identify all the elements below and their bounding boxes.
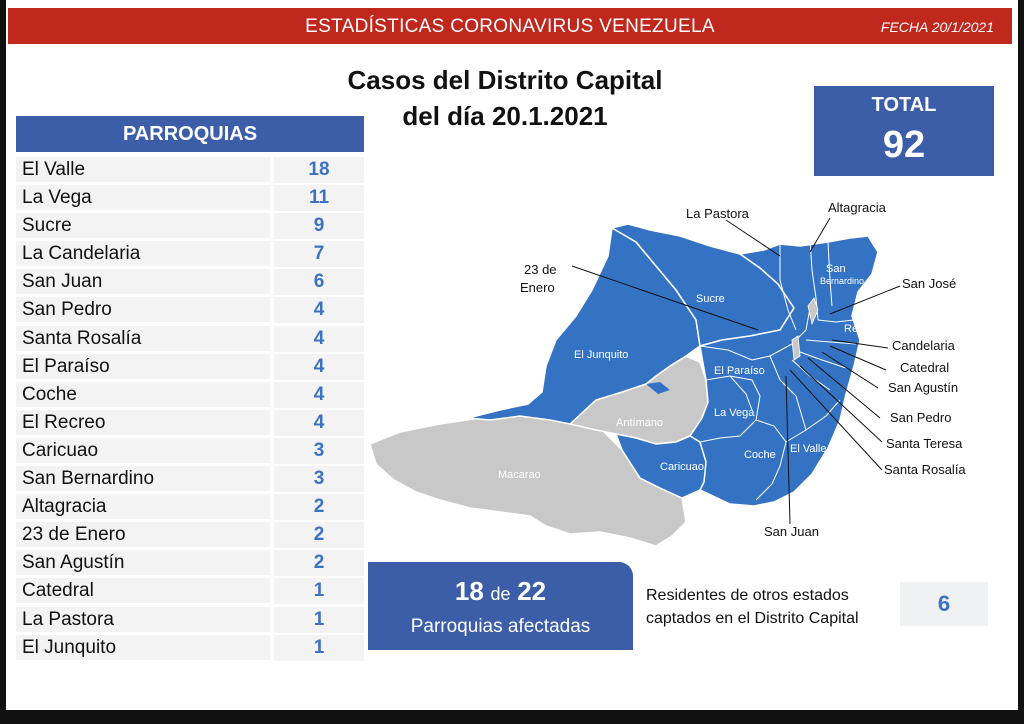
parish-name: El Recreo — [16, 410, 270, 436]
callout-la-pastora: La Pastora — [686, 206, 749, 221]
parish-cases: 1 — [274, 635, 364, 661]
table-header: PARROQUIAS — [16, 116, 364, 152]
map-label-el-recreo-2: Recreo — [844, 323, 880, 335]
parish-cases: 6 — [274, 269, 364, 295]
table-row — [16, 325, 364, 353]
parish-name: Caricuao — [16, 438, 270, 464]
parish-name: 23 de Enero — [16, 522, 270, 548]
parish-name: Sucre — [16, 213, 270, 239]
callout-san-jose: San José — [902, 276, 957, 291]
parish-name: Santa Rosalía — [16, 326, 270, 352]
map-label-san-bernardino-1: San — [826, 263, 846, 275]
parish-name: Coche — [16, 382, 270, 408]
map-label-san-bernardino-2: Bernardino — [820, 276, 865, 286]
table-row — [16, 156, 364, 184]
left-border — [0, 0, 6, 724]
table-row — [16, 268, 364, 296]
header-bar — [8, 8, 1012, 44]
parish-name: El Valle — [16, 157, 270, 183]
callout-santa-rosalia: Santa Rosalía — [884, 462, 966, 477]
title-line-2: del día 20.1.2021 — [402, 101, 608, 131]
parish-name: Catedral — [16, 578, 270, 604]
parish-cases: 3 — [274, 466, 364, 492]
table-row — [16, 212, 364, 240]
map-label-el-junquito: El Junquito — [574, 349, 629, 361]
header-title: ESTADÍSTICAS CORONAVIRUS VENEZUELA — [305, 16, 715, 37]
parish-name: La Candelaria — [16, 241, 270, 267]
parish-name: El Paraíso — [16, 354, 270, 380]
table-row — [16, 184, 364, 212]
total-box — [814, 86, 994, 176]
parish-cases: 1 — [274, 607, 364, 633]
parish-name: San Pedro — [16, 297, 270, 323]
table-row — [16, 465, 364, 493]
table-row — [16, 381, 364, 409]
map-label-caricuao: Caricuao — [660, 461, 705, 473]
parish-name: La Vega — [16, 185, 270, 211]
parish-name: La Pastora — [16, 607, 270, 633]
parish-cases: 4 — [274, 410, 364, 436]
parish-name: Altagracia — [16, 494, 270, 520]
parish-cases: 4 — [274, 382, 364, 408]
table-row — [16, 240, 364, 268]
parish-cases: 3 — [274, 438, 364, 464]
map-label-la-vega: La Vega — [714, 407, 755, 419]
table-row — [16, 549, 364, 577]
parish-name: San Bernardino — [16, 466, 270, 492]
callout-23-de-enero-2: Enero — [520, 280, 555, 295]
map-label-el-valle: El Valle — [790, 443, 827, 455]
parish-table — [16, 156, 364, 662]
parish-cases: 7 — [274, 241, 364, 267]
callout-candelaria: Candelaria — [892, 338, 955, 353]
callout-23-de-enero-1: 23 de — [524, 262, 557, 277]
map-label-coche: Coche — [744, 449, 776, 461]
table-row — [16, 521, 364, 549]
map-label-el-paraiso: El Paraíso — [714, 365, 765, 377]
affected-label: Parroquias afectadas — [410, 616, 591, 637]
parish-name: El Junquito — [16, 635, 270, 661]
residents-value: 6 — [900, 582, 988, 626]
callout-santa-teresa: Santa Teresa — [886, 436, 963, 451]
total-label: TOTAL — [871, 94, 937, 116]
callout-altagracia: Altagracia — [828, 200, 886, 215]
parish-cases: 18 — [274, 157, 364, 183]
header-date: FECHA 20/1/2021 — [880, 19, 994, 35]
affected-count-line — [368, 576, 633, 607]
affected-count: 18 — [454, 576, 484, 606]
right-border — [1018, 0, 1024, 724]
callout-san-juan: San Juan — [764, 524, 819, 539]
map-label-el-recreo-1: El — [860, 307, 870, 319]
parish-name: San Juan — [16, 269, 270, 295]
table-row — [16, 296, 364, 324]
affected-parishes-box — [368, 562, 633, 650]
residents-line-1: Residentes de otros estados — [646, 587, 849, 604]
title-line-1: Casos del Distrito Capital — [347, 65, 663, 95]
parish-cases: 4 — [274, 326, 364, 352]
parish-cases: 1 — [274, 578, 364, 604]
callout-san-pedro: San Pedro — [890, 410, 952, 425]
table-row — [16, 634, 364, 662]
affected-connector: de — [490, 584, 511, 604]
table-row — [16, 437, 364, 465]
parish-cases: 2 — [274, 494, 364, 520]
residents-line-2: captados en el Distrito Capital — [646, 610, 859, 627]
table-row — [16, 353, 364, 381]
map-label-antimano: Antímano — [616, 417, 664, 429]
residents-text — [646, 584, 896, 630]
bottom-border — [0, 710, 1024, 724]
callout-catedral: Catedral — [900, 360, 950, 375]
parish-cases: 11 — [274, 185, 364, 211]
affected-of: 22 — [517, 576, 547, 606]
map-label-macarao: Macarao — [498, 469, 541, 481]
callout-san-agustin: San Agustín — [888, 380, 959, 395]
parish-name: San Agustín — [16, 550, 270, 576]
parish-cases: 4 — [274, 354, 364, 380]
map-label-sucre: Sucre — [696, 293, 725, 305]
table-row — [16, 606, 364, 634]
total-value: 92 — [882, 124, 926, 166]
parish-cases: 4 — [274, 297, 364, 323]
parish-cases: 2 — [274, 550, 364, 576]
parish-cases: 2 — [274, 522, 364, 548]
table-row — [16, 409, 364, 437]
district-map — [360, 180, 980, 550]
parish-cases: 9 — [274, 213, 364, 239]
table-row — [16, 577, 364, 605]
table-row — [16, 493, 364, 521]
